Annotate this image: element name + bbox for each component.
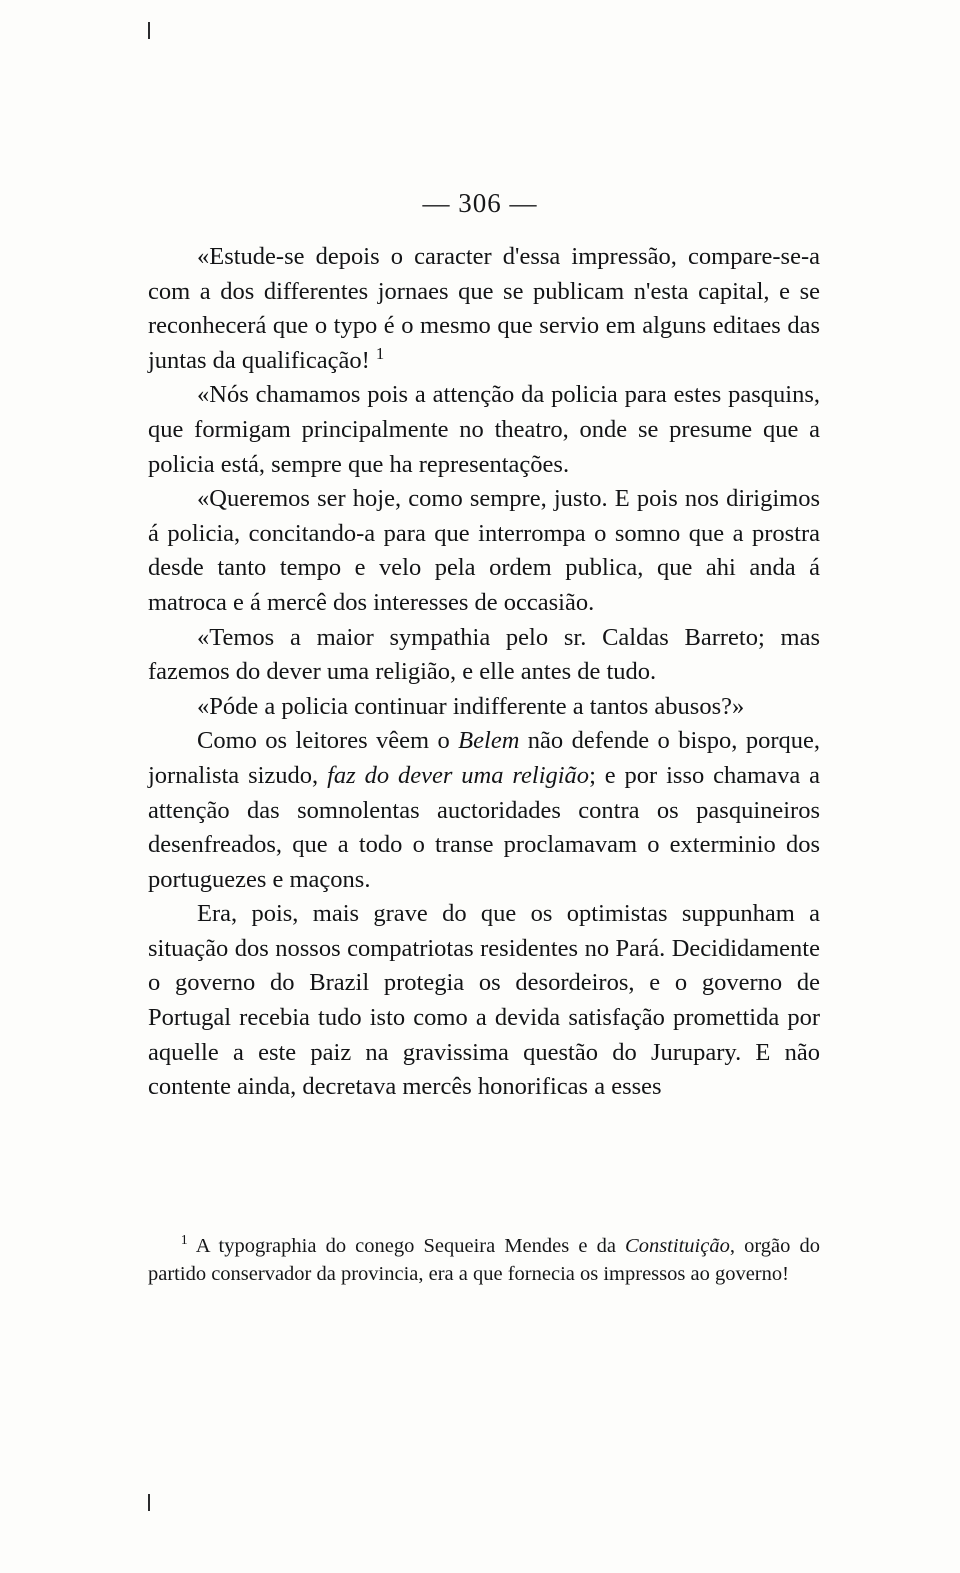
paragraph-7: Era, pois, mais grave do que os optimistas suppunham a situação dos nossos compatriotas residentes no Pará. Decididamente o governo do Brazil protegia os desordeiros, e o governo de Portugal recebia tudo isto como a devida satisfação promettida por aquelle a este paiz na gravissima questão do Jurupary. E não contente ainda, decretava mercês honorificas a esses <box>148 900 820 1101</box>
page-number: — 306 — <box>422 188 538 218</box>
paragraph-1 <box>148 240 820 378</box>
paragraph-3: «Queremos ser hoje, como sempre, justo. E pois nos dirigimos á policia, concitando-a para que interrompa o somno que a prostra desde tanto tempo e velo pela ordem publica, que ahi anda á matroca e á mercê dos interesses de occasião. <box>148 485 820 616</box>
paragraph-5: «Póde a policia continuar indifferente a tantos abusos?» <box>197 692 745 720</box>
paragraph-6-part-b: não defende o bispo, porque, jornalista sizudo, <box>148 727 820 789</box>
footnote-marker-ref: 1 <box>375 343 385 363</box>
footnote-part-b: , orgão do partido conservador da provincia, era a que fornecia os impressos ao governo! <box>148 1235 820 1285</box>
paragraph-2: «Nós chamamos pois a attenção da policia para estes pasquins, que formigam principalmente no theatro, onde se presume que a policia está, sempre que ha representações. <box>148 381 820 478</box>
paragraph-1-text: «Estude-se depois o caracter d'essa impressão, compare-se-a com a dos differentes jornaes que se publicam n'esta capital, e se reconhecerá que o typo é o mesmo que servio em alguns editaes das juntas da qualificação! <box>148 243 820 374</box>
footnote-1 <box>148 1232 820 1288</box>
footnote-part-a: A typographia do conego Sequeira Mendes e da <box>187 1235 626 1257</box>
margin-mark-bottom <box>148 1494 150 1511</box>
page-body <box>148 240 820 1105</box>
quoted-phrase: faz do dever uma religião <box>327 761 590 789</box>
paragraph-6-part-a: Como os leitores vêem o <box>197 727 459 755</box>
title-belem: Belem <box>458 727 520 755</box>
footnote-title-constituicao: Constituição <box>625 1235 730 1257</box>
margin-mark-top <box>148 22 150 39</box>
footnote-block <box>148 1232 820 1288</box>
paragraph-6 <box>148 724 820 897</box>
paragraph-4: «Temos a maior sympathia pelo sr. Caldas Barreto; mas fazemos do dever uma religião, e elle antes de tudo. <box>148 623 820 686</box>
paragraph-6-part-c: ; e por isso chamava a attenção das somnolentas auctoridades contra os pasquineiros desenfreados, que a todo o transe proclamavam o exterminio dos portuguezes e maçons. <box>148 761 820 893</box>
footnote-marker: 1 <box>180 1233 188 1249</box>
